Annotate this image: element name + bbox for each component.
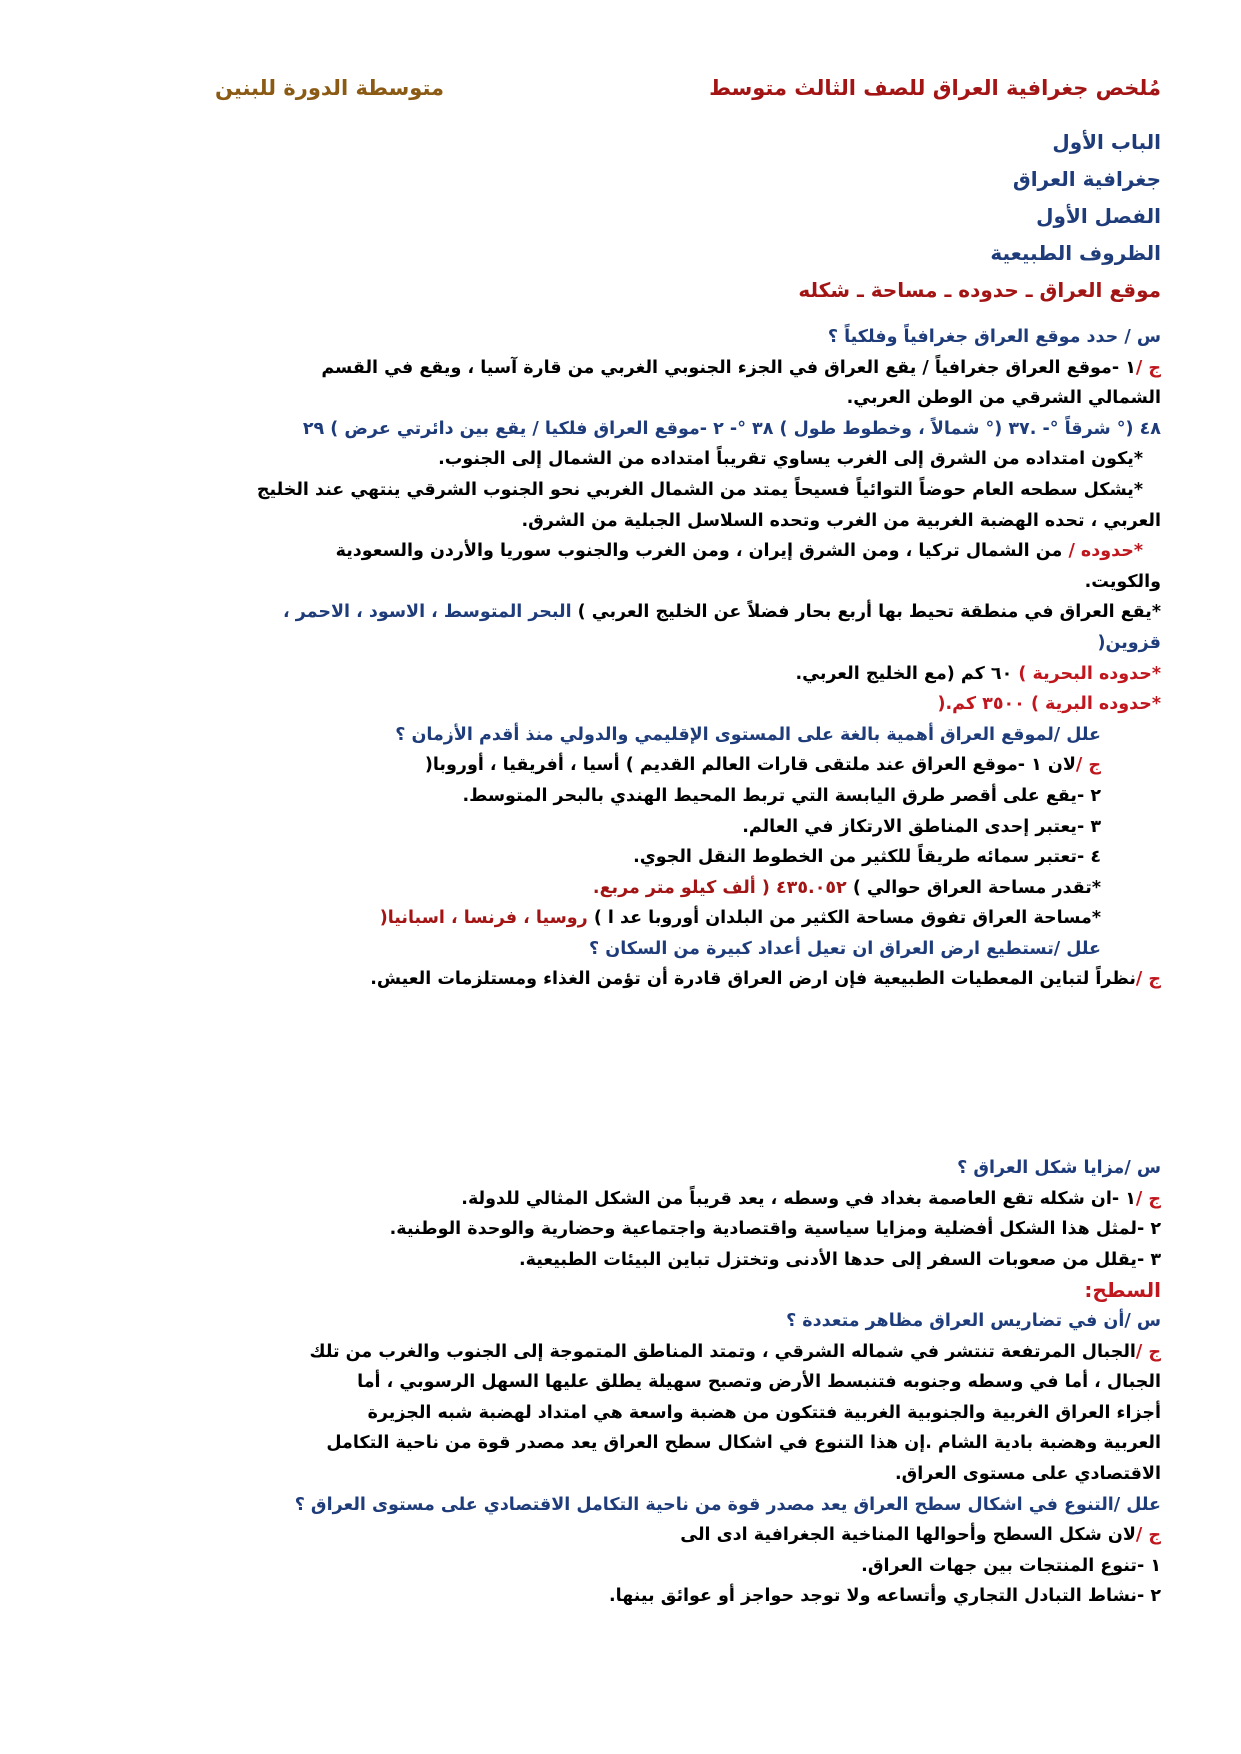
- question-terrain: س /أن في تضاريس العراق مظاهر متعددة ؟: [786, 1310, 1161, 1331]
- section-location: [90, 322, 1161, 995]
- extent-line: *يكون امتداده من الشرق إلى الغرب يساوي تقريباً امتداده من الشمال إلى الجنوب.: [438, 449, 1143, 470]
- part-heading: الباب الأول: [1052, 130, 1161, 154]
- question-shape: س /مزايا شكل العراق ؟: [957, 1158, 1161, 1178]
- seas-line: *يقع العراق في منطقة تحيط بها أربع بحار فضلاً عن الخليج العربي ) البحر المتوسط ، الاسود ، الاحمر ،: [283, 602, 1161, 623]
- answer-diversity-line: ٢ -نشاط التبادل التجاري وأتساعه ولا توجد حواجز أو عوائق بينها.: [608, 1586, 1161, 1607]
- area-compare-line: *مساحة العراق تفوق مساحة الكثير من البلدان أوروبا عد ا ) روسيا ، فرنسا ، اسبانيا(: [379, 908, 1101, 929]
- section-shape-surface: [90, 1153, 1161, 1612]
- answer-location-line: ٤٨ (° شرقاً °- .٣٧ (° شمالاً ، وخطوط طول ) ٣٨ °- ٢ -موقع العراق فلكيا / يقع بين دائرتي عرض ) ٢٩: [302, 418, 1161, 439]
- sea-border-line: *حدوده البحرية ) ٦٠ كم (مع الخليج العربي.: [795, 663, 1161, 684]
- question-location: س / حدد موقع العراق جغرافياً وفلكياً ؟: [827, 327, 1161, 347]
- answer-importance-line: ٣ -يعتبر إحدى المناطق الارتكاز في العالم.: [742, 816, 1101, 837]
- answer-location-line: الشمالي الشرقي من الوطن العربي.: [846, 388, 1161, 409]
- answer-diversity-line: ج /لان شكل السطح وأحوالها المناخية الجغرافية ادى الى: [680, 1525, 1161, 1546]
- answer-diversity-line: ١ -تنوع المنتجات بين جهات العراق.: [861, 1555, 1161, 1576]
- answer-importance-line: ج /لان ١ -موقع العراق عند ملتقى قارات العالم القديم ) أسيا ، أفريقيا ، أوروبا(: [424, 755, 1101, 776]
- answer-shape-line: ٣ -يقلل من صعوبات السفر إلى حدها الأدنى وتختزل تباين البيئات الطبيعية.: [518, 1249, 1161, 1270]
- basin-line: العربي ، تحده الهضبة الغربية من الغرب وتحده السلاسل الجبلية من الشرق.: [521, 510, 1161, 531]
- school-name: متوسطة الدورة للبنين: [215, 76, 445, 100]
- answer-location-line: ج /١ -موقع العراق جغرافياً / يقع العراق في الجزء الجنوبي الغربي من قارة آسيا ، ويقع في القسم: [321, 357, 1161, 378]
- answer-terrain-line: الجبال ، أما في وسطه وجنوبه فتنبسط الأرض وتصبح سهيلة يطلق عليها السهل الرسوبي ، أما: [357, 1372, 1161, 1393]
- question-population: علل /تستطيع ارض العراق ان تعيل أعداد كبيرة من السكان ؟: [589, 938, 1101, 959]
- topic-heading: الظروف الطبيعية: [990, 241, 1161, 265]
- answer-terrain-line: ج /الجبال المرتفعة تنتشر في شماله الشرقي ، وتمتد المناطق المتموجة إلى الجنوب والغرب من تلك: [309, 1341, 1161, 1362]
- surface-heading: السطح:: [1084, 1278, 1161, 1303]
- question-importance: علل /لموقع العراق أهمية بالغة على المستوى الإقليمي والدولي منذ أقدم الأزمان ؟: [395, 724, 1101, 745]
- chapter-heading: الفصل الأول: [1036, 204, 1161, 228]
- land-border-line: *حدوده البرية ) ٣٥٠٠ كم.(: [937, 694, 1161, 715]
- area-line: *تقدر مساحة العراق حوالي ) ٤٣٥.٠٥٢ ( ألف كيلو متر مربع.: [592, 877, 1101, 898]
- seas-line: قزوين(: [1097, 632, 1161, 653]
- headings-block: [90, 124, 1161, 309]
- answer-shape-line: ج /١ -ان شكله تقع العاصمة بغداد في وسطه ، يعد قريباً من الشكل المثالي للدولة.: [461, 1188, 1161, 1209]
- answer-terrain-line: أجزاء العراق الغربية والجنوبية الغربية فتتكون من هضبة واسعة هي امتداد لهضبة شبه الجزيرة: [367, 1402, 1161, 1423]
- borders-line: *حدوده / من الشمال تركيا ، ومن الشرق إيران ، ومن الغرب والجنوب سوريا والأردن والسعودية: [335, 541, 1143, 562]
- answer-shape-line: ٢ -لمثل هذا الشكل أفضلية ومزايا سياسية واقتصادية واجتماعية وحضارية والوحدة الوطنية.: [389, 1219, 1161, 1240]
- subject-heading: جغرافية العراق: [1012, 167, 1161, 191]
- borders-line: والكويت.: [1084, 571, 1161, 592]
- document-title: مُلخص جغرافية العراق للصف الثالث متوسط: [709, 76, 1161, 100]
- answer-importance-line: ٤ -تعتبر سمائه طريقاً للكثير من الخطوط النقل الجوي.: [633, 847, 1101, 868]
- answer-terrain-line: الاقتصادي على مستوى العراق.: [895, 1463, 1161, 1484]
- question-diversity: علل /التنوع في اشكال سطح العراق يعد مصدر قوة من ناحية التكامل الاقتصادي على مستوى العراق ؟: [294, 1494, 1161, 1515]
- answer-terrain-line: العربية وهضبة بادية الشام .إن هذا التنوع في اشكال سطح العراق يعد مصدر قوة من ناحية التكامل: [326, 1433, 1161, 1454]
- answer-population-line: ج /نظراً لتباين المعطيات الطبيعية فإن ارض العراق قادرة أن تؤمن الغذاء ومستلزمات العيش.: [370, 969, 1161, 990]
- basin-line: *يشكل سطحه العام حوضاً التوائياً فسيحاً يمتد من الشمال الغربي نحو الجنوب الشرقي ينتهي عند الخليج: [256, 479, 1143, 500]
- section-heading: موقع العراق ـ حدوده ـ مساحة ـ شكله: [798, 278, 1161, 302]
- answer-importance-line: ٢ -يقع على أقصر طرق اليابسة التي تربط المحيط الهندي بالبحر المتوسط.: [462, 785, 1101, 806]
